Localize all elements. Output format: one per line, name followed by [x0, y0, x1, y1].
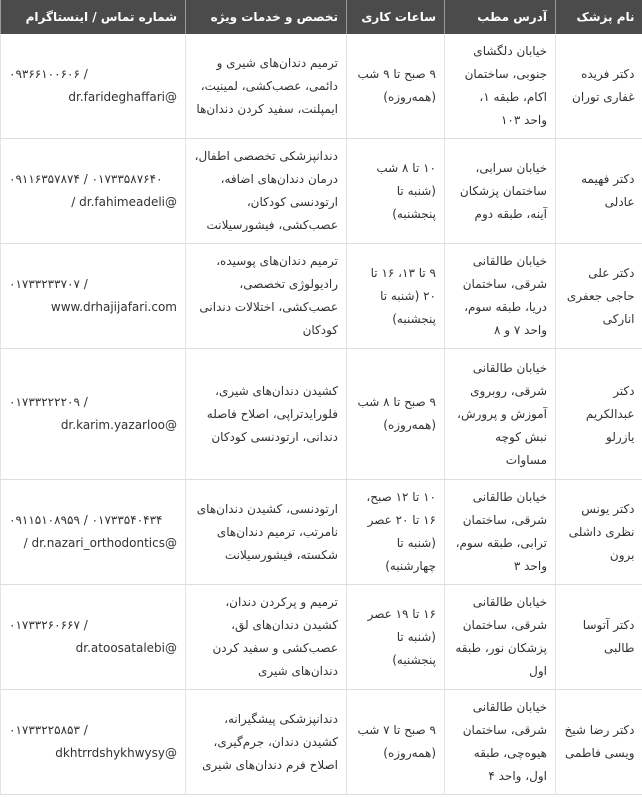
- doctor-phones: ۰۹۱۱۶۳۵۷۸۷۴ / ۰۱۷۳۳۵۸۷۶۴۰: [9, 172, 163, 186]
- header-contact: شماره تماس / اینستاگرام: [1, 0, 186, 34]
- doctor-specialty: ترمیم و پرکردن دندان، کشیدن دندان‌های لق، عصب‌کشی و سفید کردن دندان‌های شیری: [186, 585, 347, 690]
- table-row: [1, 139, 642, 244]
- doctor-hours: ۹ صبح تا ۹ شب (همه‌روزه): [347, 34, 445, 139]
- table-header-row: [1, 0, 642, 34]
- doctor-contact: [1, 585, 186, 690]
- doctor-instagram[interactable]: dr.farideghaffari@: [68, 90, 177, 104]
- doctor-instagram[interactable]: / dr.nazari_orthodontics@: [23, 536, 177, 550]
- doctor-address: خیابان طالقانی شرقی، ساختمان دریا، طبقه سوم، واحد ۷ و ۸: [445, 244, 556, 349]
- doctor-website[interactable]: www.drhajijafari.com: [50, 300, 177, 314]
- doctor-instagram[interactable]: dkhtrrdshykhwysy@: [55, 746, 177, 760]
- doctor-name: دکتر فریده غفاری توران: [556, 34, 642, 139]
- table-row: [1, 34, 642, 139]
- doctor-name: دکتر عبدالکریم یازرلو: [556, 349, 642, 480]
- doctor-specialty: دندانپزشکی تخصصی اطفال، درمان دندان‌های اضافه، ارتودنسی کودکان، عصب‌کشی، فیشورسیلانت: [186, 139, 347, 244]
- doctor-specialty: ارتودنسی، کشیدن دندان‌های نامرتب، ترمیم دندان‌های شکسته، فیشورسیلانت: [186, 480, 347, 585]
- doctor-phones: ۰۹۳۶۶۱۰۰۶۰۶ /: [9, 67, 88, 81]
- doctor-hours: ۹ صبح تا ۷ شب (همه‌روزه): [347, 690, 445, 795]
- doctor-address: خیابان طالقانی شرقی، ساختمان ترابی، طبقه سوم، واحد ۳: [445, 480, 556, 585]
- table-row: [1, 244, 642, 349]
- doctor-specialty: دندانپزشکی پیشگیرانه، کشیدن دندان، جرم‌گیری، اصلاح فرم دندان‌های شیری: [186, 690, 347, 795]
- doctor-instagram[interactable]: dr.karim.yazarloo@: [60, 418, 177, 432]
- doctor-address: خیابان طالقانی شرقی، ساختمان پزشکان نور، طبقه اول: [445, 585, 556, 690]
- doctor-name: دکتر رضا شیخ ویسی فاطمی: [556, 690, 642, 795]
- doctor-specialty: ترمیم دندان‌های پوسیده، رادیولوژی تخصصی، عصب‌کشی، اختلالات دندانی کودکان: [186, 244, 347, 349]
- doctor-instagram[interactable]: / dr.fahimeadeli@: [71, 195, 177, 209]
- doctor-name: دکتر آتوسا طالبی: [556, 585, 642, 690]
- doctor-hours: ۹ تا ۱۳، ۱۶ تا ۲۰ (شنبه تا پنجشنبه): [347, 244, 445, 349]
- doctor-contact: [1, 34, 186, 139]
- header-name: نام پزشک: [556, 0, 642, 34]
- doctor-name: دکتر یونس نظری داشلی برون: [556, 480, 642, 585]
- doctor-contact: [1, 244, 186, 349]
- doctor-address: خیابان طالقانی شرقی، روبروی آموزش و پرورش، نبش کوچه مساوات: [445, 349, 556, 480]
- doctor-address: خیابان طالقانی شرقی، ساختمان هیوه‌چی، طبقه اول، واحد ۴: [445, 690, 556, 795]
- doctor-contact: [1, 349, 186, 480]
- doctor-contact: [1, 139, 186, 244]
- doctor-address: خیابان سرابی، ساختمان پزشکان آینه، طبقه دوم: [445, 139, 556, 244]
- table-row: [1, 690, 642, 795]
- doctor-name: دکتر فهیمه عادلی: [556, 139, 642, 244]
- doctor-phones: ۰۱۷۳۳۲۲۵۸۵۳ /: [9, 723, 88, 737]
- header-specialty: تخصص و خدمات ویژه: [186, 0, 347, 34]
- doctor-hours: ۱۰ تا ۱۲ صبح، ۱۶ تا ۲۰ عصر (شنبه تا چهارشنبه): [347, 480, 445, 585]
- doctor-specialty: کشیدن دندان‌های شیری، فلورایدتراپی، اصلاح فاصله دندانی، ارتودنسی کودکان: [186, 349, 347, 480]
- doctor-instagram[interactable]: dr.atoosatalebi@: [75, 641, 177, 655]
- doctor-contact: [1, 480, 186, 585]
- header-hours: ساعات کاری: [347, 0, 445, 34]
- doctor-phones: ۰۱۷۳۳۲۲۲۲۰۹ /: [9, 395, 88, 409]
- table-row: [1, 349, 642, 480]
- table-row: [1, 480, 642, 585]
- doctor-specialty: ترمیم دندان‌های شیری و دائمی، عصب‌کشی، لمینیت، ایمپلنت، سفید کردن دندان‌ها: [186, 34, 347, 139]
- doctor-hours: ۹ صبح تا ۸ شب (همه‌روزه): [347, 349, 445, 480]
- doctor-phones: ۰۱۷۳۳۲۶۰۶۶۷ /: [9, 618, 88, 632]
- doctor-address: خیابان دلگشای جنوبی، ساختمان اکام، طبقه ۱، واحد ۱۰۳: [445, 34, 556, 139]
- doctor-hours: ۱۰ تا ۸ شب (شنبه تا پنجشنبه): [347, 139, 445, 244]
- doctor-contact: [1, 690, 186, 795]
- doctor-phones: ۰۹۱۱۵۱۰۸۹۵۹ / ۰۱۷۳۳۵۴۰۴۳۴: [9, 513, 163, 527]
- doctor-hours: ۱۶ تا ۱۹ عصر (شنبه تا پنجشنبه): [347, 585, 445, 690]
- header-address: آدرس مطب: [445, 0, 556, 34]
- doctor-phones: ۰۱۷۳۳۲۳۳۷۰۷ /: [9, 277, 88, 291]
- table-row: [1, 585, 642, 690]
- doctor-name: دکتر علی حاجی جعفری اناركی: [556, 244, 642, 349]
